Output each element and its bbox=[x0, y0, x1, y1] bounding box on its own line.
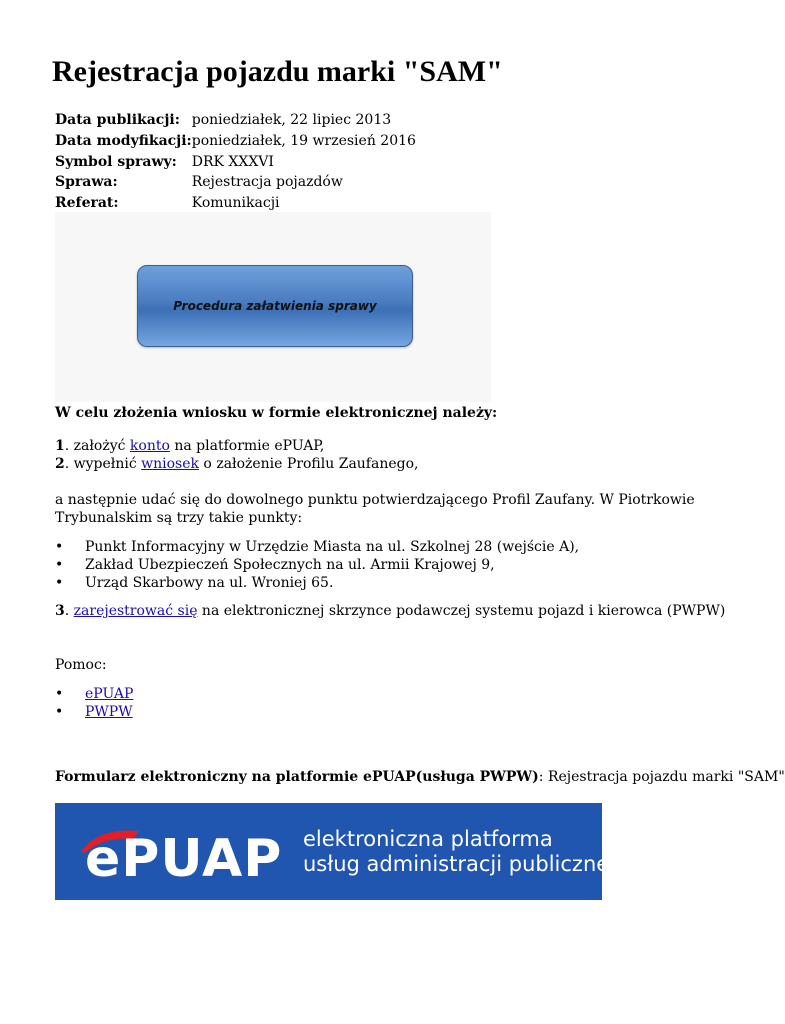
bullet-icon: • bbox=[55, 539, 64, 555]
step-1 bbox=[55, 437, 324, 455]
epuap-link[interactable]: ePUAP bbox=[85, 686, 134, 702]
register-link[interactable]: zarejestrować się bbox=[73, 603, 198, 619]
banner-line1: elektroniczna platforma bbox=[303, 827, 553, 851]
form-label: Formularz elektroniczny na platformie ePUAP(usługa PWPW) bbox=[55, 769, 539, 785]
list-item-text: Zakład Ubezpieczeń Społecznych na ul. Armii Krajowej 9, bbox=[85, 557, 495, 573]
epuap-banner[interactable] bbox=[55, 803, 616, 900]
meta-value: poniedziałek, 19 wrzesień 2016 bbox=[191, 133, 416, 150]
procedure-box-label: Procedura załatwienia sprawy bbox=[173, 299, 377, 313]
form-line bbox=[55, 768, 785, 786]
bullet-icon: • bbox=[55, 686, 64, 702]
help-item bbox=[55, 703, 133, 721]
step-number: 3 bbox=[55, 603, 65, 619]
help-label: Pomoc: bbox=[55, 657, 107, 673]
step-text: na elektronicznej skrzynce podawczej systemu pojazd i kierowca (PWPW) bbox=[197, 603, 726, 619]
step-2 bbox=[55, 455, 418, 473]
step-text: na platformie ePUAP, bbox=[169, 438, 325, 454]
meta-row bbox=[55, 172, 416, 193]
help-item bbox=[55, 685, 133, 703]
step-number: 2 bbox=[55, 456, 65, 472]
step-text: . wypełnić bbox=[64, 456, 142, 472]
meta-key: Sprawa: bbox=[55, 174, 118, 191]
form-name: : Rejestracja pojazdu marki "SAM" bbox=[538, 769, 785, 785]
step-number: 1 bbox=[55, 438, 65, 454]
meta-row bbox=[55, 151, 416, 172]
meta-value: poniedziałek, 22 lipiec 2013 bbox=[191, 112, 392, 129]
banner-logo: ePUAP bbox=[85, 829, 283, 889]
list-item-text: Punkt Informacyjny w Urzędzie Miasta na ul. Szkolnej 28 (wejście A), bbox=[85, 539, 580, 555]
meta-value: DRK XXXVI bbox=[191, 153, 274, 170]
meta-key: Data modyfikacji: bbox=[55, 133, 192, 150]
procedure-box bbox=[137, 265, 413, 347]
banner-line2: usług administracji publicznej bbox=[303, 852, 616, 876]
paragraph-line: Trybunalskim są trzy takie punkty: bbox=[55, 510, 303, 526]
list-item bbox=[55, 574, 333, 592]
wniosek-link[interactable]: wniosek bbox=[141, 456, 199, 472]
meta-key: Data publikacji: bbox=[55, 112, 180, 129]
konto-link[interactable]: konto bbox=[129, 438, 170, 454]
step-text: . bbox=[64, 603, 74, 619]
list-item-text: Urząd Skarbowy na ul. Wroniej 65. bbox=[85, 575, 334, 591]
epuap-logo-graphic bbox=[55, 803, 616, 900]
metadata-table bbox=[55, 110, 416, 213]
intro-heading: W celu złożenia wniosku w formie elektronicznej należy: bbox=[55, 405, 498, 421]
meta-value: Komunikacji bbox=[191, 195, 280, 212]
pwpw-link[interactable]: PWPW bbox=[85, 704, 133, 720]
bullet-icon: • bbox=[55, 575, 64, 591]
meta-key: Symbol sprawy: bbox=[55, 153, 177, 170]
bullet-icon: • bbox=[55, 557, 64, 573]
procedure-diagram bbox=[55, 212, 491, 402]
meta-row bbox=[55, 110, 416, 131]
step-3 bbox=[55, 602, 725, 620]
list-item bbox=[55, 556, 495, 574]
page-title: Rejestracja pojazdu marki "SAM" bbox=[52, 55, 503, 88]
meta-key: Referat: bbox=[55, 195, 119, 212]
paragraph-line: a następnie udać się do dowolnego punktu potwierdzającego Profil Zaufany. W Piotrkowie bbox=[55, 492, 695, 508]
step-text: o założenie Profilu Zaufanego, bbox=[198, 456, 419, 472]
bullet-icon: • bbox=[55, 704, 64, 720]
meta-row bbox=[55, 131, 416, 152]
list-item bbox=[55, 538, 579, 556]
meta-value: Rejestracja pojazdów bbox=[191, 174, 343, 191]
meta-row bbox=[55, 193, 416, 214]
step-text: . założyć bbox=[64, 438, 130, 454]
